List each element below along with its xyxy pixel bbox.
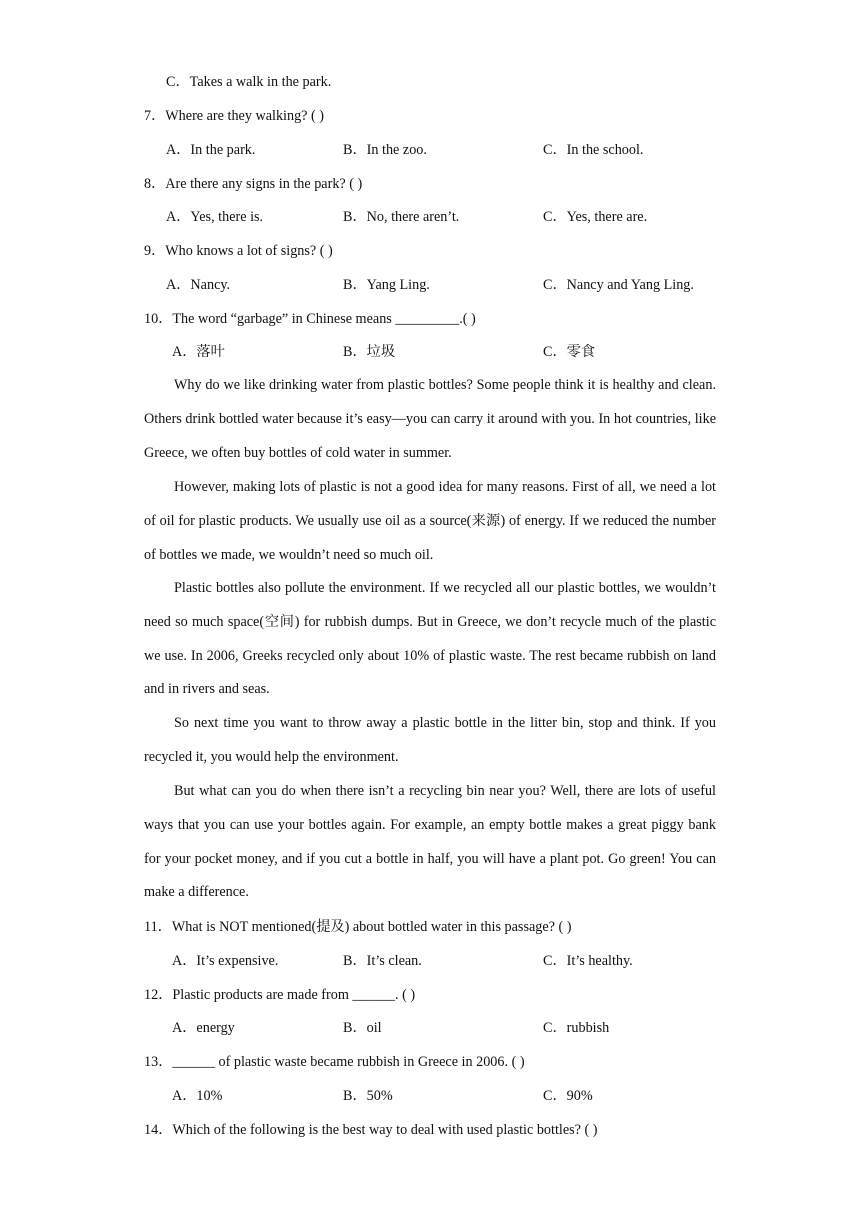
q9-stem: 9．Who knows a lot of signs? ( ) bbox=[144, 243, 333, 259]
q6-option-c: C．Takes a walk in the park. bbox=[166, 74, 332, 90]
q12-option-c: C．rubbish bbox=[543, 1020, 610, 1036]
q9-option-c: C．Nancy and Yang Ling. bbox=[543, 277, 694, 293]
q11-option-c: C．It’s healthy. bbox=[543, 953, 633, 969]
passage-paragraph-5-text: But what can you do when there isn’t a recycling bin near you? Well, there are lots of useful ways that you can use your bottles again. For example, an empty bottle makes a great piggy bank for your pocket money, and if you cut a bottle in half, you will have a plant pot. Go green! You can make a difference. bbox=[144, 783, 716, 901]
passage-paragraph-3 bbox=[144, 572, 716, 707]
q12-option-a: A．energy bbox=[172, 1020, 235, 1036]
q7-stem: 7．Where are they walking? ( ) bbox=[144, 108, 325, 124]
passage-paragraph-4-text: So next time you want to throw away a plastic bottle in the litter bin, stop and think. If you recycled it, you would help the environment. bbox=[144, 715, 716, 765]
q13-option-a: A．10% bbox=[172, 1088, 223, 1104]
q8-option-c: C．Yes, there are. bbox=[543, 209, 648, 225]
q13-option-c: C．90% bbox=[543, 1088, 593, 1104]
passage-paragraph-4 bbox=[144, 707, 716, 775]
q9-option-b: B．Yang Ling. bbox=[343, 277, 430, 293]
passage-paragraph-2 bbox=[144, 471, 716, 572]
q10-option-c: C．零食 bbox=[543, 344, 596, 360]
q8-stem: 8．Are there any signs in the park? ( ) bbox=[144, 176, 363, 192]
q13-option-b: B．50% bbox=[343, 1088, 393, 1104]
q11-option-a: A．It’s expensive. bbox=[172, 953, 279, 969]
q14-stem: 14．Which of the following is the best way to deal with used plastic bottles? ( ) bbox=[144, 1122, 598, 1138]
passage-paragraph-1-text: Why do we like drinking water from plastic bottles? Some people think it is healthy and clean. Others drink bottled water because it’s easy—you can carry it around with you. In hot countries, like Greece, we often buy bottles of cold water in summer. bbox=[144, 377, 716, 461]
q7-option-b: B．In the zoo. bbox=[343, 142, 427, 158]
q9-option-a: A．Nancy. bbox=[166, 277, 231, 293]
q10-option-b: B．垃圾 bbox=[343, 344, 396, 360]
q8-option-a: A．Yes, there is. bbox=[166, 209, 264, 225]
passage-paragraph-1 bbox=[144, 369, 716, 470]
q13-stem: 13．______ of plastic waste became rubbish in Greece in 2006. ( ) bbox=[144, 1054, 525, 1070]
passage-paragraph-5 bbox=[144, 775, 716, 910]
passage-paragraph-2-text: However, making lots of plastic is not a good idea for many reasons. First of all, we need a lot of oil for plastic products. We usually use oil as a source(来源) of energy. If we reduced the number of bottles we made, we wouldn’t need so much oil. bbox=[144, 479, 716, 563]
q11-option-b: B．It’s clean. bbox=[343, 953, 422, 969]
q11-stem: 11．What is NOT mentioned(提及) about bottled water in this passage? ( ) bbox=[144, 919, 572, 935]
q7-option-a: A．In the park. bbox=[166, 142, 256, 158]
passage-paragraph-3-text: Plastic bottles also pollute the environment. If we recycled all our plastic bottles, we wouldn’t need so much space(空间) for rubbish dumps. But in Greece, we don’t recycle much of the plastic we use. In 2006, Greeks recycled only about 10% of plastic waste. The rest became rubbish on land and in rivers and seas. bbox=[144, 580, 716, 698]
q10-option-a: A．落叶 bbox=[172, 344, 225, 360]
q12-stem: 12．Plastic products are made from ______. ( ) bbox=[144, 987, 416, 1003]
q8-option-b: B．No, there aren’t. bbox=[343, 209, 460, 225]
q10-stem: 10．The word “garbage” in Chinese means _________.( ) bbox=[144, 311, 476, 327]
q7-option-c: C．In the school. bbox=[543, 142, 644, 158]
q12-option-b: B．oil bbox=[343, 1020, 382, 1036]
